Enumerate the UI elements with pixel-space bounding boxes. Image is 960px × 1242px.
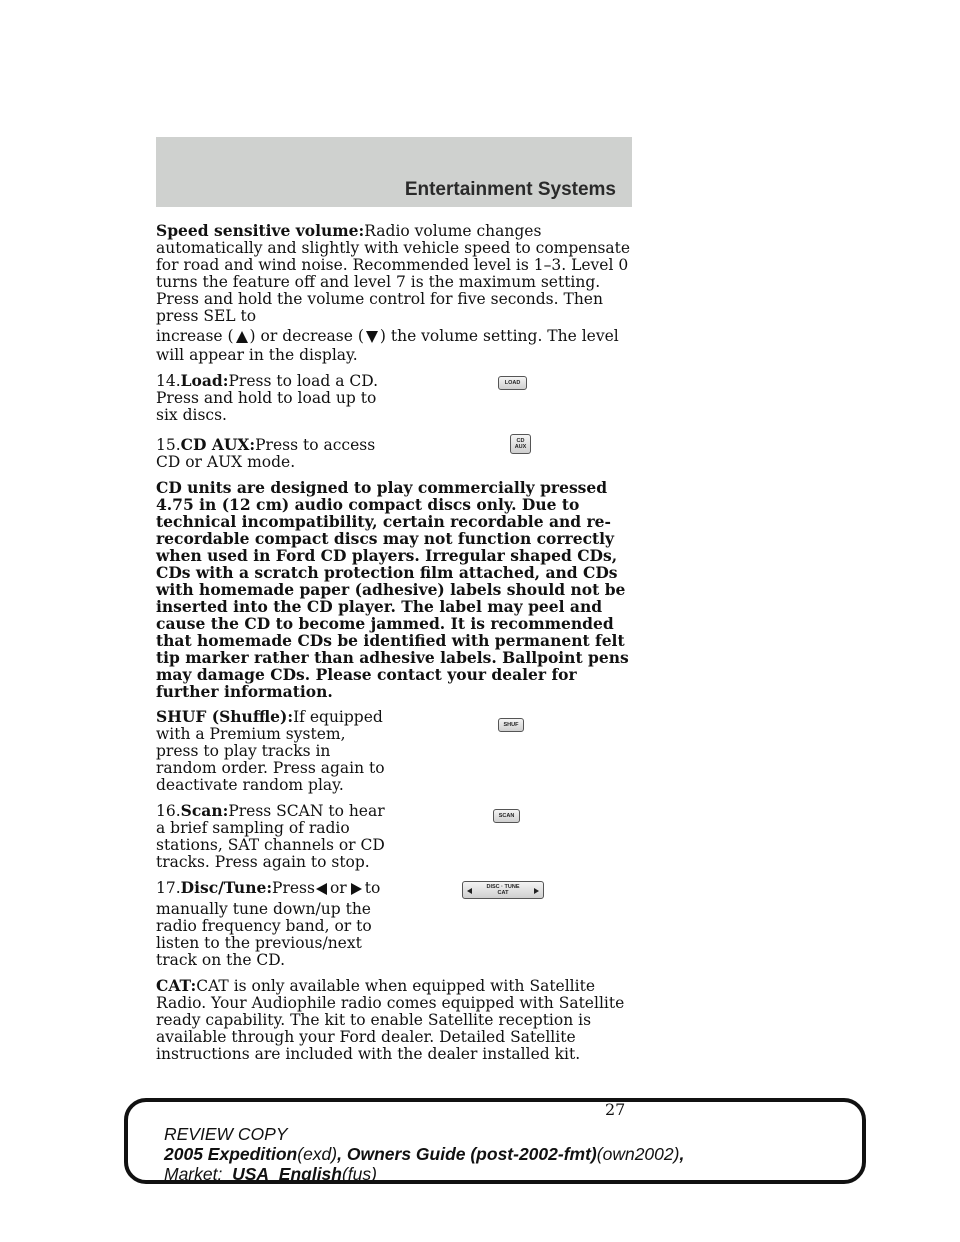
shuffle-button-label: SHUF <box>503 722 519 728</box>
increase-text: increase ( <box>156 327 234 345</box>
cd-aux-number: 15. <box>156 436 181 454</box>
cd-aux-text: Press to access CD or AUX mode. <box>156 436 376 471</box>
shuffle-label: SHUF (Shuffle): <box>156 707 294 726</box>
review-model: 2005 Expedition <box>164 1144 298 1164</box>
load-button-label: LOAD <box>504 380 521 386</box>
review-model-code: (exd) <box>297 1144 338 1164</box>
review-market-label: Market: <box>164 1164 223 1184</box>
cd-aux-item <box>156 436 636 471</box>
disc-button-right-arrow-icon <box>534 888 539 894</box>
scan-item <box>156 802 636 871</box>
scan-button-label: SCAN <box>498 813 515 819</box>
cd-warning: CD units are designed to play commercially pressed 4.75 in (12 cm) audio compact discs only. Due to technical incompatibility, certain recordable and re-recordable compact discs may not function correctly when used in Ford CD players. Irregular shaped CDs, CDs with a scratch protection film attached, and CDs with homemade paper (adhesive) labels should not be inserted into the CD player. The label may peel and cause the CD to become jammed. It is recommended that homemade CDs be identified with permanent felt tip marker rather than adhesive labels. Ballpoint pens may damage CDs. Please contact your dealer for further information. <box>156 478 629 701</box>
shuffle-text: If equipped with a Premium system, press to play tracks in random order. Press again to deactivate random play. <box>156 708 385 794</box>
disc-tune-item <box>156 879 636 969</box>
cd-aux-button-line1: CD <box>516 438 525 444</box>
speed-sensitive-volume-paragraph <box>156 222 636 364</box>
volume-setting-text: ) the volume setting. The level will appear in the display. <box>156 327 619 364</box>
disc-or-text: or <box>329 879 347 897</box>
load-button <box>498 376 527 390</box>
load-label: Load: <box>180 371 229 390</box>
scan-text: Press SCAN to hear a brief sampling of radio stations, SAT channels or CD tracks. Press again to stop. <box>156 802 385 871</box>
review-market-line <box>164 1164 684 1184</box>
or-decrease-text: ) or decrease ( <box>249 327 364 345</box>
cat-label: CAT: <box>156 976 197 995</box>
review-copy-text <box>164 1124 684 1184</box>
page-number: 27 <box>605 1100 626 1119</box>
scan-button <box>493 809 520 823</box>
disc-button-line1: DISC · TUNE <box>486 884 520 890</box>
cat-paragraph <box>156 977 636 1063</box>
load-number: 14. <box>156 372 181 390</box>
review-guide: Owners Guide (post-2002-fmt) <box>346 1144 597 1164</box>
right-arrow-icon <box>351 883 362 895</box>
disc-press-text: Press <box>272 879 315 897</box>
scan-label: Scan: <box>180 801 229 820</box>
load-item <box>156 372 636 424</box>
disc-button-line2: CAT <box>497 890 509 896</box>
cd-aux-button <box>510 434 531 454</box>
down-arrow-icon <box>366 331 378 343</box>
review-market: USA_English <box>232 1164 342 1184</box>
up-arrow-icon <box>236 331 248 343</box>
section-header <box>156 137 632 207</box>
review-guide-code: (own2002) <box>596 1144 680 1164</box>
cd-aux-label: CD AUX: <box>180 435 256 454</box>
shuffle-item <box>156 708 636 794</box>
section-title: Entertainment Systems <box>404 179 616 200</box>
scan-number: 16. <box>156 802 181 820</box>
page-content <box>156 222 636 1071</box>
press-hold-text: Press and hold the volume control for five seconds. Then press SEL to <box>156 290 603 325</box>
review-market-code: (fus) <box>341 1164 377 1184</box>
disc-tune-button <box>462 881 544 899</box>
review-model-line: 2005 Expedition(exd), Owners Guide (post-2002-fmt)(own2002), <box>164 1144 685 1164</box>
cd-aux-button-line2: AUX <box>514 444 527 450</box>
shuffle-button <box>498 718 524 732</box>
disc-tune-label: Disc/Tune: <box>180 878 273 897</box>
disc-tune-text: manually tune down/up the radio frequency band, or to listen to the previous/next track on the CD. <box>156 900 372 969</box>
speed-sensitive-volume-text: Radio volume changes automatically and slightly with vehicle speed to compensate for road and wind noise. Recommended level is 1–3. Level 0 turns the feature off and level 7 is the maximum setting. <box>156 222 631 291</box>
cat-text: CAT is only available when equipped with Satellite Radio. Your Audiophile radio comes equipped with Satellite ready capability. The kit to enable Satellite reception is available through your Ford dealer. Detailed Satellite instructions are included with the dealer installed kit. <box>156 977 625 1063</box>
review-copy-line: REVIEW COPY <box>164 1124 288 1144</box>
disc-button-left-arrow-icon <box>467 888 472 894</box>
disc-to-text: to <box>364 879 381 897</box>
load-text: Press to load a CD. Press and hold to load up to six discs. <box>156 372 379 424</box>
speed-sensitive-volume-label: Speed sensitive volume: <box>156 221 365 240</box>
disc-tune-number: 17. <box>156 879 181 897</box>
left-arrow-icon <box>316 883 327 895</box>
